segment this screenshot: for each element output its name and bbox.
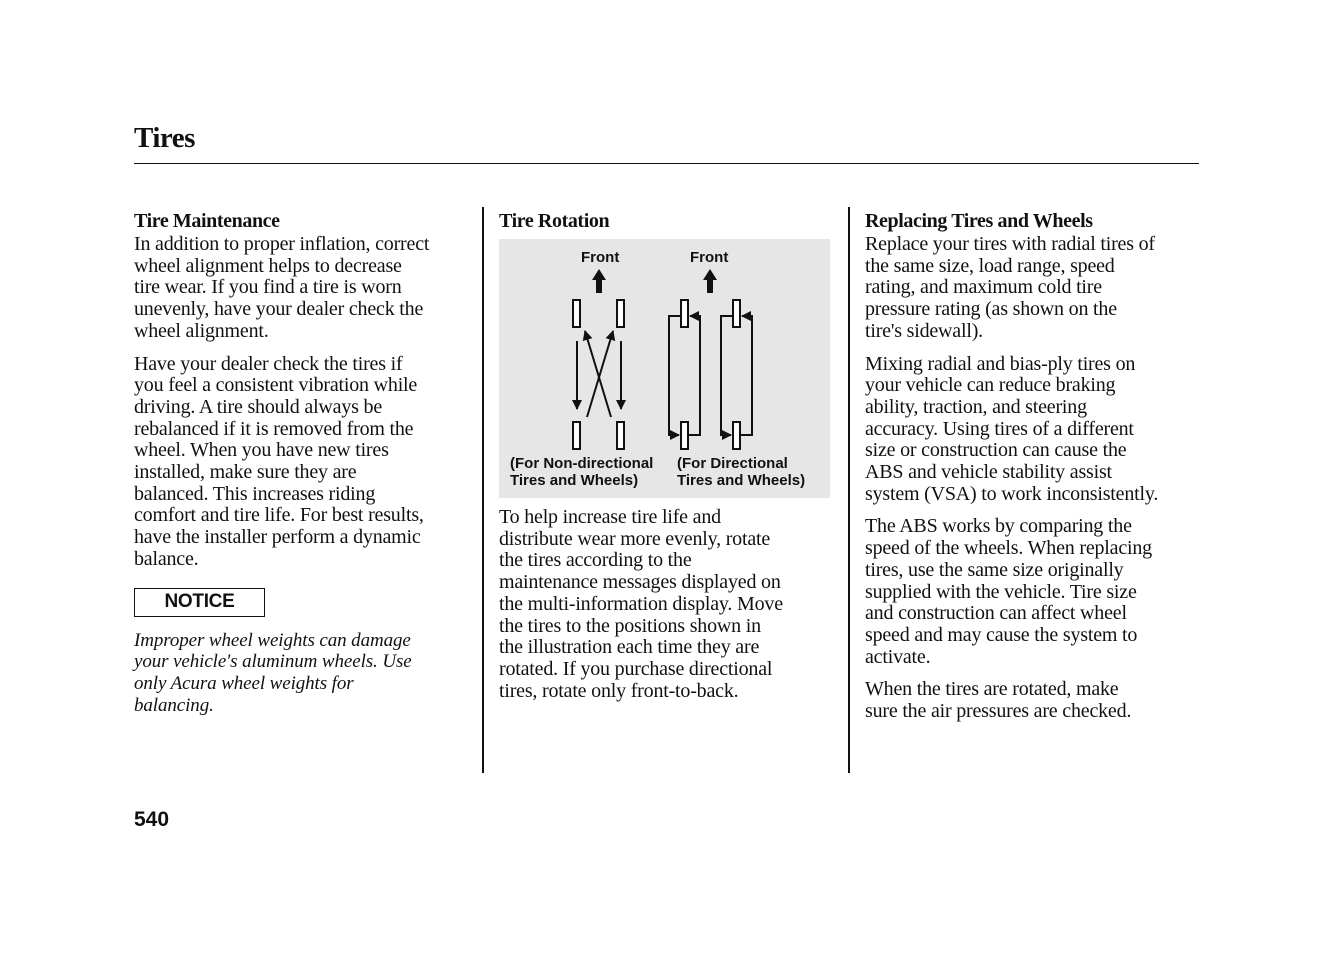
title-divider	[134, 163, 1199, 164]
front-label: Front	[581, 249, 620, 266]
front-label: Front	[690, 249, 729, 266]
page-title: Tires	[134, 122, 195, 154]
rotation-arrows-directional	[669, 316, 752, 435]
notice-text: Improper wheel weights can damage your vehicle's aluminum wheels. Use only Acura wheel weights for balancing.	[134, 629, 412, 716]
paragraph: The ABS works by comparing the speed of the wheels. When replacing tires, use the same size originally supplied with the vehicle. Tire size and construction can affect wheel speed and may cause the system to activate.	[865, 515, 1152, 668]
caption-directional: (For Directional Tires and Wheels)	[677, 455, 806, 489]
paragraph: Replace your tires with radial tires of the same size, load range, speed rating, and maximum cold tire pressure rating (as shown on the tire's sidewall).	[865, 233, 1155, 342]
column-divider-2	[848, 207, 850, 773]
replacing-tires-section	[865, 208, 1201, 734]
tire-maintenance-section	[134, 208, 474, 716]
column-divider-1	[482, 207, 484, 773]
paragraph: When the tires are rotated, make sure the air pressures are checked.	[865, 678, 1132, 723]
paragraph: Have your dealer check the tires if you feel a consistent vibration while driving. A tire should always be rebalanced if it is removed from the wheel. When you have new tires installed, make sure they are balanced. This increases riding comfort and tire life. For best results, have the installer perform a dynamic balance.	[134, 352, 424, 570]
paragraph: In addition to proper inflation, correct wheel alignment helps to decrease tire wear. If you find a tire is worn unevenly, have your dealer check the wheel alignment.	[134, 233, 430, 342]
paragraph: To help increase tire life and distribute wear more evenly, rotate the tires according to the maintenance messages displayed on the multi-information display. Move the tires to the positions shown in the illustration each time they are rotated. If you purchase directional tires, rotate only front-to-back.	[499, 506, 783, 702]
section-heading: Tire Rotation	[499, 210, 610, 232]
tire-rotation-section	[499, 208, 831, 713]
section-heading: Tire Maintenance	[134, 210, 280, 232]
paragraph: Mixing radial and bias-ply tires on your vehicle can reduce braking ability, traction, and steering accuracy. Using tires of a different size or construction can cause the ABS and vehicle stability assist system (VSA) to work inconsistently.	[865, 352, 1159, 505]
section-heading: Replacing Tires and Wheels	[865, 210, 1093, 232]
front-arrow-icon	[703, 269, 717, 293]
front-arrow-icon	[592, 269, 606, 293]
rotation-arrows-non-directional	[577, 331, 621, 417]
tire-rotation-diagram	[499, 239, 830, 498]
tire-icons-directional	[681, 300, 740, 449]
caption-non-directional: (For Non-directional Tires and Wheels)	[510, 455, 654, 489]
notice-badge: NOTICE	[134, 588, 265, 617]
page-number: 540	[134, 808, 170, 831]
